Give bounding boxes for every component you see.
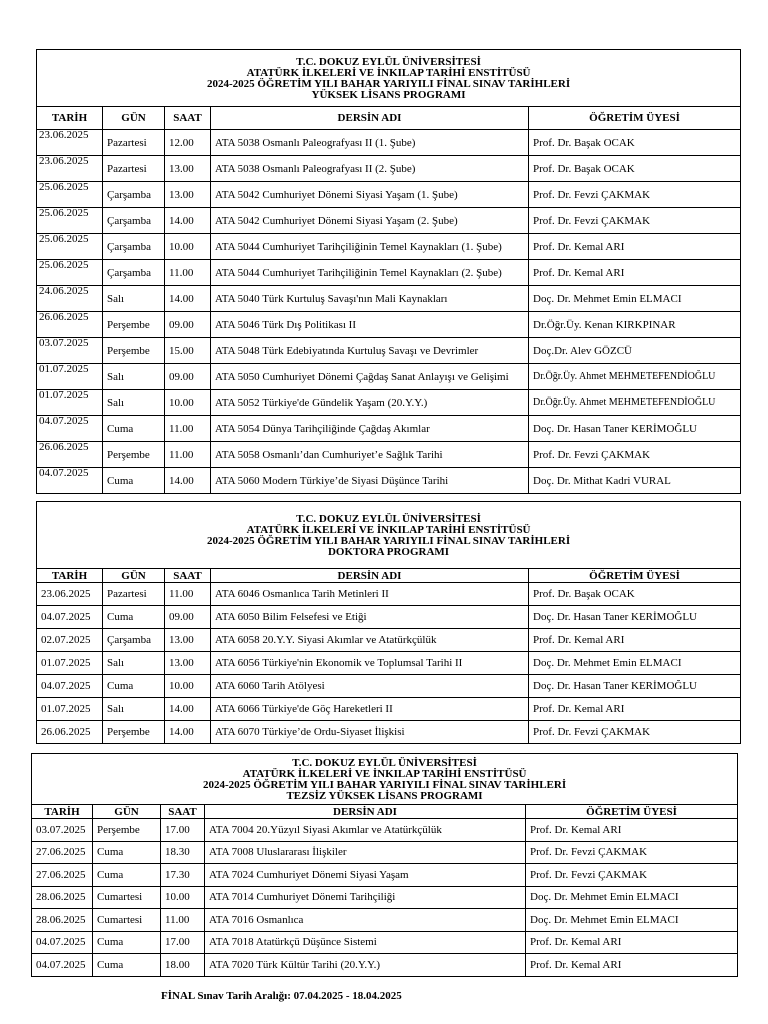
table-row — [32, 954, 738, 977]
table-header-block — [37, 502, 741, 569]
time-cell: 13.00 — [165, 182, 211, 208]
table-header-block — [32, 754, 738, 805]
date-cell: 04.07.2025 — [37, 416, 103, 442]
time-cell: 09.00 — [165, 606, 211, 629]
table-row — [37, 698, 741, 721]
col-time-header: SAAT — [165, 569, 211, 583]
institute-name: ATATÜRK İLKELERİ VE İNKILAP TARİHİ ENSTİTÜSÜ — [242, 768, 527, 780]
teacher-cell: Doç. Dr. Mithat Kadri VURAL — [529, 468, 741, 494]
date-cell: 25.06.2025 — [37, 182, 103, 208]
course-cell: ATA 6056 Türkiye'nin Ekonomik ve Toplumsal Tarihi II — [211, 652, 529, 675]
day-cell: Cuma — [93, 931, 161, 954]
course-cell: ATA 6070 Türkiye’de Ordu-Siyaset İlişkisi — [211, 721, 529, 744]
course-cell: ATA 5038 Osmanlı Paleografyası II (1. Şube) — [211, 130, 529, 156]
course-cell: ATA 5048 Türk Edebiyatında Kurtuluş Savaşı ve Devrimler — [211, 338, 529, 364]
date-cell: 24.06.2025 — [37, 286, 103, 312]
table-row — [37, 390, 741, 416]
table-row — [37, 416, 741, 442]
col-day-header: GÜN — [93, 805, 161, 819]
day-cell: Cuma — [93, 954, 161, 977]
teacher-cell: Prof. Dr. Kemal ARI — [526, 954, 738, 977]
time-cell: 18.00 — [161, 954, 205, 977]
course-cell: ATA 7008 Uluslararası İlişkiler — [205, 841, 526, 864]
table-row — [37, 234, 741, 260]
table-row — [37, 442, 741, 468]
date-cell: 23.06.2025 — [37, 130, 103, 156]
table-row — [32, 931, 738, 954]
day-cell: Cuma — [103, 675, 165, 698]
table-row — [32, 864, 738, 887]
teacher-cell: Prof. Dr. Kemal ARI — [529, 698, 741, 721]
exam-title: 2024-2025 ÖĞRETİM YILI BAHAR YARIYILI FİNAL SINAV TARİHLERİ — [206, 535, 571, 547]
time-cell: 12.00 — [165, 130, 211, 156]
time-cell: 14.00 — [165, 721, 211, 744]
date-cell: 01.07.2025 — [37, 652, 103, 675]
day-cell: Çarşamba — [103, 182, 165, 208]
time-cell: 10.00 — [161, 886, 205, 909]
day-cell: Cuma — [93, 864, 161, 887]
table-body — [37, 502, 741, 744]
time-cell: 11.00 — [165, 416, 211, 442]
col-time-header: SAAT — [165, 107, 211, 130]
date-cell: 25.06.2025 — [37, 234, 103, 260]
teacher-cell: Dr.Öğr.Üy. Ahmet MEHMETEFENDİOĞLU — [529, 364, 741, 390]
day-cell: Cumartesi — [93, 909, 161, 932]
time-cell: 17.00 — [161, 819, 205, 842]
course-cell: ATA 7020 Türk Kültür Tarihi (20.Y.Y.) — [205, 954, 526, 977]
day-cell: Salı — [103, 364, 165, 390]
table-row — [37, 364, 741, 390]
day-cell: Cuma — [103, 416, 165, 442]
exam-title: 2024-2025 ÖĞRETİM YILI BAHAR YARIYILI FİNAL SINAV TARİHLERİ — [206, 78, 571, 90]
program-name: TEZSİZ YÜKSEK LİSANS PROGRAMI — [286, 790, 483, 802]
col-time-header: SAAT — [161, 805, 205, 819]
table-row — [37, 606, 741, 629]
teacher-cell: Doç. Dr. Mehmet Emin ELMACI — [529, 286, 741, 312]
table-row — [37, 468, 741, 494]
table-row — [32, 841, 738, 864]
time-cell: 11.00 — [165, 442, 211, 468]
day-cell: Cumartesi — [93, 886, 161, 909]
col-date-header: TARİH — [37, 569, 103, 583]
table-body — [32, 754, 738, 977]
day-cell: Salı — [103, 286, 165, 312]
table-row — [37, 721, 741, 744]
time-cell: 11.00 — [165, 260, 211, 286]
time-cell: 10.00 — [165, 234, 211, 260]
time-cell: 15.00 — [165, 338, 211, 364]
table-row — [37, 130, 741, 156]
date-cell: 04.07.2025 — [37, 606, 103, 629]
date-cell: 01.07.2025 — [37, 698, 103, 721]
date-cell: 02.07.2025 — [37, 629, 103, 652]
course-cell: ATA 5054 Dünya Tarihçiliğinde Çağdaş Akımlar — [211, 416, 529, 442]
table-row — [32, 819, 738, 842]
day-cell: Perşembe — [103, 721, 165, 744]
time-cell: 10.00 — [165, 675, 211, 698]
date-cell: 03.07.2025 — [37, 338, 103, 364]
date-cell: 23.06.2025 — [37, 156, 103, 182]
university-name: T.C. DOKUZ EYLÜL ÜNİVERSİTESİ — [292, 757, 477, 769]
date-cell: 26.06.2025 — [37, 442, 103, 468]
date-cell: 27.06.2025 — [32, 841, 93, 864]
time-cell: 10.00 — [165, 390, 211, 416]
day-cell: Pazartesi — [103, 130, 165, 156]
exam-date-range-note: FİNAL Sınav Tarih Aralığı: 07.04.2025 - 18.04.2025 — [161, 990, 402, 1002]
teacher-cell: Prof. Dr. Kemal ARI — [526, 931, 738, 954]
teacher-cell: Prof. Dr. Kemal ARI — [529, 260, 741, 286]
teacher-cell: Doç. Dr. Mehmet Emin ELMACI — [526, 886, 738, 909]
time-cell: 17.30 — [161, 864, 205, 887]
time-cell: 13.00 — [165, 156, 211, 182]
teacher-cell: Doç. Dr. Hasan Taner KERİMOĞLU — [529, 606, 741, 629]
day-cell: Perşembe — [103, 442, 165, 468]
table-row — [37, 156, 741, 182]
teacher-cell: Dr.Öğr.Üy. Ahmet MEHMETEFENDİOĞLU — [529, 390, 741, 416]
table-row — [37, 583, 741, 606]
table-row — [37, 629, 741, 652]
table-body — [37, 50, 741, 494]
teacher-cell: Doç. Dr. Mehmet Emin ELMACI — [526, 909, 738, 932]
day-cell: Salı — [103, 390, 165, 416]
day-cell: Cuma — [103, 468, 165, 494]
course-cell: ATA 6046 Osmanlıca Tarih Metinleri II — [211, 583, 529, 606]
course-cell: ATA 5060 Modern Türkiye’de Siyasi Düşünce Tarihi — [211, 468, 529, 494]
program-name: DOKTORA PROGRAMI — [327, 546, 450, 558]
course-cell: ATA 5040 Türk Kurtuluş Savaşı'nın Mali Kaynakları — [211, 286, 529, 312]
teacher-cell: Prof. Dr. Fevzi ÇAKMAK — [529, 442, 741, 468]
course-cell: ATA 5052 Türkiye'de Gündelik Yaşam (20.Y.Y.) — [211, 390, 529, 416]
time-cell: 09.00 — [165, 312, 211, 338]
teacher-cell: Prof. Dr. Fevzi ÇAKMAK — [526, 841, 738, 864]
course-cell: ATA 5042 Cumhuriyet Dönemi Siyasi Yaşam (2. Şube) — [211, 208, 529, 234]
time-cell: 11.00 — [161, 909, 205, 932]
time-cell: 11.00 — [165, 583, 211, 606]
course-cell: ATA 5058 Osmanlı’dan Cumhuriyet’e Sağlık Tarihi — [211, 442, 529, 468]
date-cell: 01.07.2025 — [37, 364, 103, 390]
teacher-cell: Doç.Dr. Alev GÖZCÜ — [529, 338, 741, 364]
course-cell: ATA 5038 Osmanlı Paleografyası II (2. Şube) — [211, 156, 529, 182]
col-teacher-header: ÖĞRETİM ÜYESİ — [529, 569, 741, 583]
date-cell: 28.06.2025 — [32, 886, 93, 909]
course-cell: ATA 5050 Cumhuriyet Dönemi Çağdaş Sanat Anlayışı ve Gelişimi — [211, 364, 529, 390]
exam-title: 2024-2025 ÖĞRETİM YILI BAHAR YARIYILI FİNAL SINAV TARİHLERİ — [202, 779, 567, 791]
table-row — [37, 652, 741, 675]
day-cell: Çarşamba — [103, 208, 165, 234]
teacher-cell: Prof. Dr. Kemal ARI — [529, 234, 741, 260]
program-name: YÜKSEK LİSANS PROGRAMI — [311, 89, 466, 101]
col-date-header: TARİH — [32, 805, 93, 819]
column-header-row — [37, 107, 741, 130]
column-header-row — [37, 569, 741, 583]
day-cell: Salı — [103, 652, 165, 675]
table-title-cell — [37, 50, 741, 107]
course-cell: ATA 7004 20.Yüzyıl Siyasi Akımlar ve Atatürkçülük — [205, 819, 526, 842]
table-row — [37, 675, 741, 698]
col-day-header: GÜN — [103, 569, 165, 583]
column-header-row — [32, 805, 738, 819]
institute-name: ATATÜRK İLKELERİ VE İNKILAP TARİHİ ENSTİTÜSÜ — [246, 67, 531, 79]
time-cell: 13.00 — [165, 629, 211, 652]
date-cell: 27.06.2025 — [32, 864, 93, 887]
col-teacher-header: ÖĞRETİM ÜYESİ — [526, 805, 738, 819]
time-cell: 14.00 — [165, 286, 211, 312]
col-day-header: GÜN — [103, 107, 165, 130]
col-date-header: TARİH — [37, 107, 103, 130]
time-cell: 14.00 — [165, 698, 211, 721]
teacher-cell: Prof. Dr. Fevzi ÇAKMAK — [529, 182, 741, 208]
institute-name: ATATÜRK İLKELERİ VE İNKILAP TARİHİ ENSTİTÜSÜ — [246, 524, 531, 536]
day-cell: Perşembe — [103, 312, 165, 338]
course-cell: ATA 7024 Cumhuriyet Dönemi Siyasi Yaşam — [205, 864, 526, 887]
teacher-cell: Prof. Dr. Kemal ARI — [526, 819, 738, 842]
university-name: T.C. DOKUZ EYLÜL ÜNİVERSİTESİ — [296, 56, 481, 68]
course-cell: ATA 6050 Bilim Felsefesi ve Etiği — [211, 606, 529, 629]
course-cell: ATA 6058 20.Y.Y. Siyasi Akımlar ve Atatürkçülük — [211, 629, 529, 652]
table-row — [37, 338, 741, 364]
teacher-cell: Doç. Dr. Hasan Taner KERİMOĞLU — [529, 416, 741, 442]
day-cell: Çarşamba — [103, 629, 165, 652]
teacher-cell: Doç. Dr. Mehmet Emin ELMACI — [529, 652, 741, 675]
time-cell: 17.00 — [161, 931, 205, 954]
course-cell: ATA 5044 Cumhuriyet Tarihçiliğinin Temel Kaynakları (1. Şube) — [211, 234, 529, 260]
course-cell: ATA 6066 Türkiye'de Göç Hareketleri II — [211, 698, 529, 721]
date-cell: 04.07.2025 — [32, 954, 93, 977]
course-cell: ATA 6060 Tarih Atölyesi — [211, 675, 529, 698]
teacher-cell: Doç. Dr. Hasan Taner KERİMOĞLU — [529, 675, 741, 698]
day-cell: Cuma — [93, 841, 161, 864]
teacher-cell: Prof. Dr. Başak OCAK — [529, 583, 741, 606]
schedule-table-tezsiz — [31, 753, 738, 977]
schedule-table-doktora — [36, 501, 741, 744]
course-cell: ATA 7018 Atatürkçü Düşünce Sistemi — [205, 931, 526, 954]
date-cell: 26.06.2025 — [37, 721, 103, 744]
date-cell: 03.07.2025 — [32, 819, 93, 842]
table-row — [37, 260, 741, 286]
day-cell: Çarşamba — [103, 234, 165, 260]
table-row — [37, 312, 741, 338]
day-cell: Perşembe — [93, 819, 161, 842]
day-cell: Pazartesi — [103, 583, 165, 606]
time-cell: 18.30 — [161, 841, 205, 864]
day-cell: Perşembe — [103, 338, 165, 364]
date-cell: 04.07.2025 — [37, 675, 103, 698]
day-cell: Çarşamba — [103, 260, 165, 286]
date-cell: 01.07.2025 — [37, 390, 103, 416]
col-course-header: DERSİN ADI — [211, 569, 529, 583]
date-cell: 25.06.2025 — [37, 260, 103, 286]
date-cell: 28.06.2025 — [32, 909, 93, 932]
teacher-cell: Prof. Dr. Fevzi ÇAKMAK — [526, 864, 738, 887]
teacher-cell: Prof. Dr. Fevzi ÇAKMAK — [529, 721, 741, 744]
schedule-table-yuksek-lisans — [36, 49, 741, 494]
time-cell: 14.00 — [165, 468, 211, 494]
course-cell: ATA 7016 Osmanlıca — [205, 909, 526, 932]
day-cell: Salı — [103, 698, 165, 721]
date-cell: 04.07.2025 — [32, 931, 93, 954]
date-cell: 04.07.2025 — [37, 468, 103, 494]
course-cell: ATA 7014 Cumhuriyet Dönemi Tarihçiliği — [205, 886, 526, 909]
day-cell: Pazartesi — [103, 156, 165, 182]
teacher-cell: Prof. Dr. Başak OCAK — [529, 130, 741, 156]
day-cell: Cuma — [103, 606, 165, 629]
date-cell: 25.06.2025 — [37, 208, 103, 234]
table-row — [37, 286, 741, 312]
time-cell: 13.00 — [165, 652, 211, 675]
table-title-cell — [32, 754, 738, 805]
time-cell: 09.00 — [165, 364, 211, 390]
col-teacher-header: ÖĞRETİM ÜYESİ — [529, 107, 741, 130]
col-course-header: DERSİN ADI — [205, 805, 526, 819]
teacher-cell: Prof. Dr. Fevzi ÇAKMAK — [529, 208, 741, 234]
table-header-block — [37, 50, 741, 107]
table-title-cell — [37, 502, 741, 569]
date-cell: 26.06.2025 — [37, 312, 103, 338]
teacher-cell: Dr.Öğr.Üy. Kenan KIRKPINAR — [529, 312, 741, 338]
course-cell: ATA 5044 Cumhuriyet Tarihçiliğinin Temel Kaynakları (2. Şube) — [211, 260, 529, 286]
col-course-header: DERSİN ADI — [211, 107, 529, 130]
course-cell: ATA 5046 Türk Dış Politikası II — [211, 312, 529, 338]
course-cell: ATA 5042 Cumhuriyet Dönemi Siyasi Yaşam (1. Şube) — [211, 182, 529, 208]
university-name: T.C. DOKUZ EYLÜL ÜNİVERSİTESİ — [296, 513, 481, 525]
table-row — [37, 182, 741, 208]
date-cell: 23.06.2025 — [37, 583, 103, 606]
teacher-cell: Prof. Dr. Kemal ARI — [529, 629, 741, 652]
teacher-cell: Prof. Dr. Başak OCAK — [529, 156, 741, 182]
table-row — [32, 886, 738, 909]
table-row — [37, 208, 741, 234]
table-row — [32, 909, 738, 932]
time-cell: 14.00 — [165, 208, 211, 234]
